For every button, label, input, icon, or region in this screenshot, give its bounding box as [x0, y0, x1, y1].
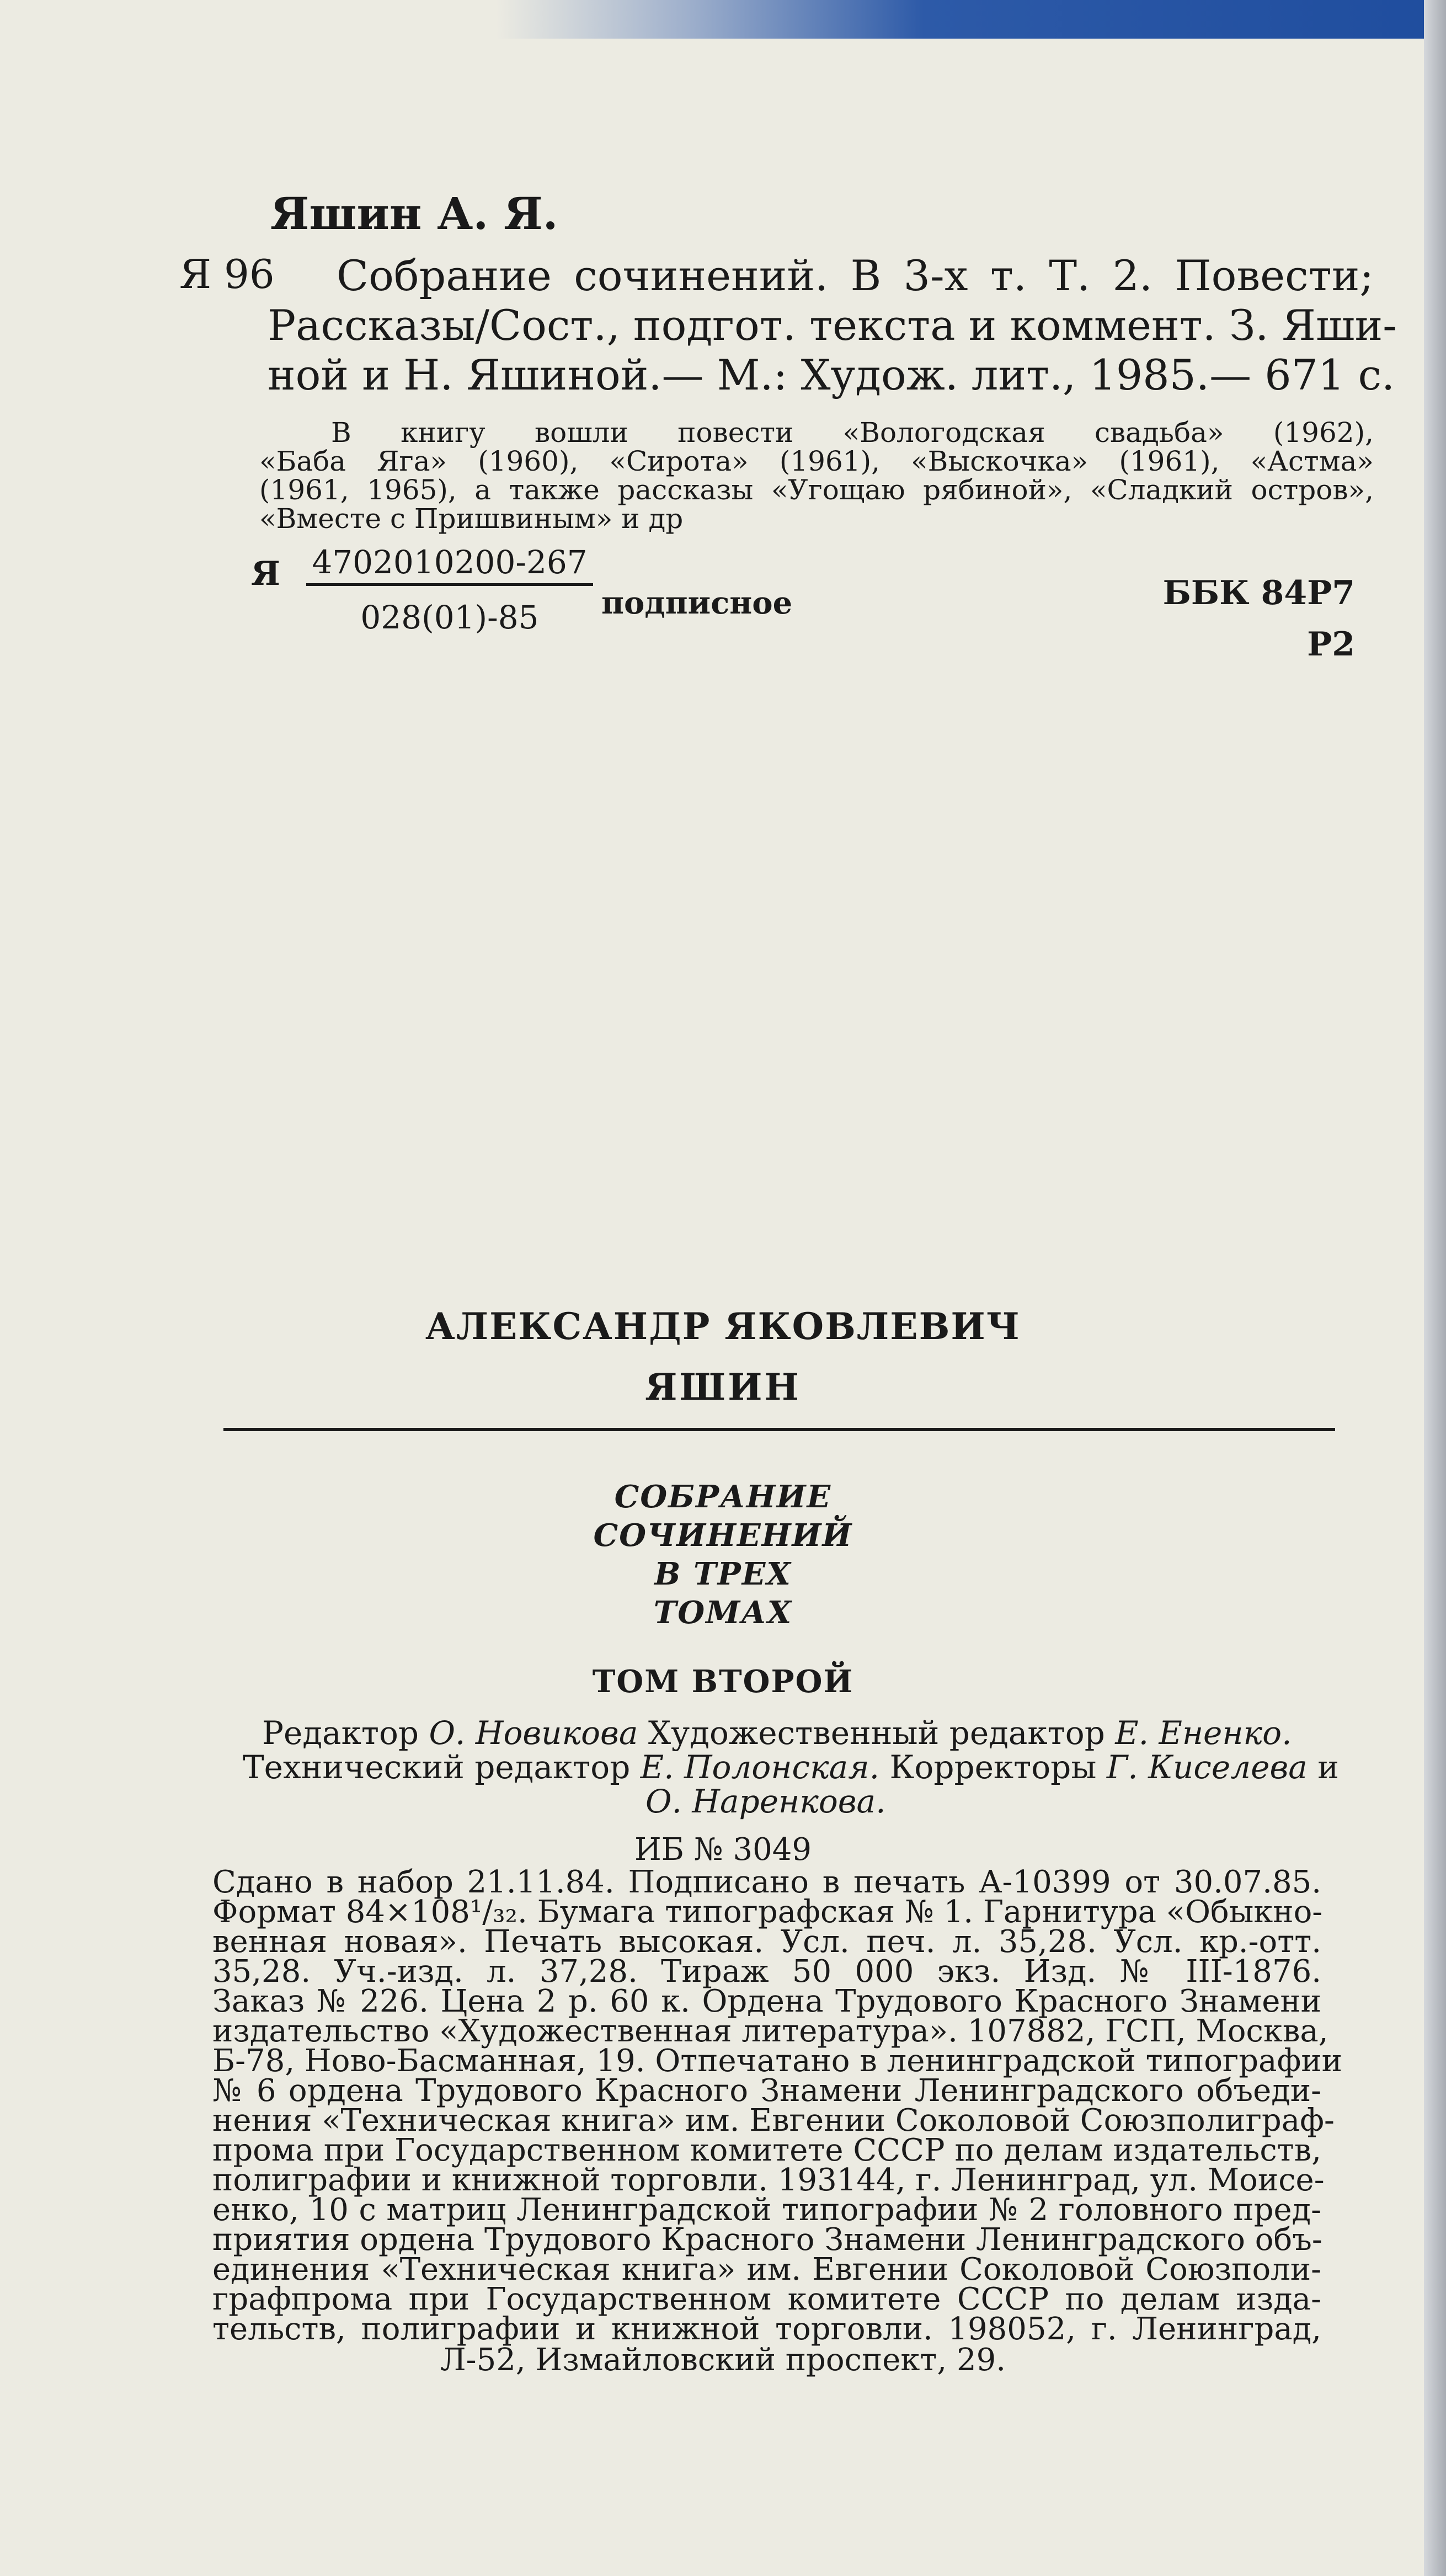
annotation-line: «Вместе с Пришвиным» и др: [259, 503, 684, 535]
imprint-line: издательство «Художественная литература». 107882, ГСП, Москва,: [212, 2013, 1328, 2049]
imprint-line: Формат 84×108¹/₃₂. Бумага типографская № 1. Гарнитура «Обыкно-: [212, 1894, 1323, 1930]
editor-name: О. Новикова: [429, 1714, 638, 1752]
catalog-title-first-line: Собрание сочинений. В 3-х т. Т. 2. Повести;: [337, 251, 1374, 300]
annotation: [259, 418, 1374, 533]
index-denominator: 028(01)-85: [360, 599, 539, 636]
catalog-title-line: Рассказы/Сост., подгот. текста и коммент. З. Яши-: [268, 301, 1397, 350]
corrector-name: Г. Киселева: [1106, 1748, 1308, 1786]
art-editor-name: Е. Ененко.: [1115, 1714, 1292, 1752]
imprint-line: Сдано в набор 21.11.84. Подписано в печать А-10399 от 30.07.85.: [212, 1864, 1321, 1900]
imprint-line: тельств, полиграфии и книжной торговли. 198052, г. Ленинград,: [212, 2311, 1321, 2347]
annotation-line: (1961, 1965), а также рассказы «Угощаю рябиной», «Сладкий остров»,: [259, 474, 1374, 506]
tech-editor-name: Е. Полонская.: [640, 1748, 880, 1786]
catalog-author: Яшин А. Я.: [270, 188, 558, 239]
credits-line: [243, 1748, 1339, 1786]
credits: [243, 1714, 1339, 1820]
index-letter: Я: [251, 554, 280, 593]
subscription-label: подписное: [601, 585, 793, 621]
bbk-subcode: Р2: [1307, 625, 1355, 664]
annotation-line: «Баба Яга» (1960), «Сирота» (1961), «Выскочка» (1961), «Астма»: [259, 445, 1374, 477]
author-full-name: АЛЕКСАНДР ЯКОВЛЕВИЧ: [425, 1305, 1021, 1348]
imprint-line: венная новая». Печать высокая. Усл. печ. л. 35,28. Усл. кр.-отт.: [212, 1924, 1321, 1960]
index-numerator: 4702010200-267: [306, 543, 593, 586]
series-line: В ТРЕХ: [654, 1556, 792, 1592]
series-line: ТОМАХ: [653, 1594, 793, 1631]
imprint-last-line: Л-52, Измайловский проспект, 29.: [440, 2342, 1006, 2378]
bbk-code: ББК 84Р7: [1162, 574, 1355, 612]
imprint-line: приятия ордена Трудового Красного Знамени Ленинградского объ-: [212, 2222, 1322, 2258]
divider-rule: [223, 1428, 1335, 1431]
imprint-line: Б-78, Ново-Басманная, 19. Отпечатано в ленинградской типографии: [212, 2043, 1342, 2079]
imprint-line: 35,28. Уч.-изд. л. 37,28. Тираж 50 000 экз. Изд. № III-1876.: [212, 1954, 1321, 1990]
imprint-line: единения «Техническая книга» им. Евгении Соколовой Союзполи-: [212, 2252, 1321, 2287]
imprint-block: [212, 1864, 1342, 2347]
catalog-code: Я 96: [179, 251, 275, 297]
imprint-line: нения «Техническая книга» им. Евгении Соколовой Союзполиграф-: [212, 2103, 1335, 2138]
imprint-line: Заказ № 226. Цена 2 р. 60 к. Ордена Трудового Красного Знамени: [212, 1983, 1321, 2019]
imprint-line: полиграфии и книжной торговли. 193144, г. Ленинград, ул. Моисе-: [212, 2162, 1325, 2198]
author-surname: ЯШИН: [645, 1366, 801, 1409]
imprint-line: енко, 10 с матриц Ленинградской типографии № 2 головного пред-: [212, 2192, 1321, 2228]
and-word: и: [1317, 1748, 1339, 1786]
corrector-name: О. Наренкова.: [645, 1783, 886, 1820]
imprint-line: № 6 ордена Трудового Красного Знамени Ленинградского объеди-: [212, 2073, 1321, 2109]
editor-label: Редактор: [262, 1714, 419, 1752]
scan-right-edge: [1424, 0, 1446, 2576]
annotation-line: В книгу вошли повести «Вологодская свадьба» (1962),: [331, 417, 1374, 449]
series-line: СОБРАНИЕ: [614, 1479, 832, 1515]
tech-editor-label: Технический редактор: [243, 1748, 631, 1786]
credits-line: [243, 1716, 1319, 1750]
imprint-line: графпрома при Государственном комитете СССР по делам изда-: [212, 2281, 1321, 2317]
imprint-line: прома при Государственном комитете СССР по делам издательств,: [212, 2132, 1321, 2168]
scan-top-band: [497, 0, 1446, 39]
catalog-title-line: ной и Н. Яшиной.— М.: Худож. лит., 1985.— 671 с.: [268, 350, 1395, 399]
correctors-label: Корректоры: [889, 1748, 1097, 1786]
ib-number: ИБ № 3049: [634, 1832, 812, 1868]
art-editor-label: Художественный редактор: [648, 1714, 1105, 1752]
series-line: СОЧИНЕНИЙ: [593, 1517, 853, 1554]
catalog-title-rest: [268, 301, 1397, 400]
volume-title: ТОМ ВТОРОЙ: [592, 1663, 854, 1700]
